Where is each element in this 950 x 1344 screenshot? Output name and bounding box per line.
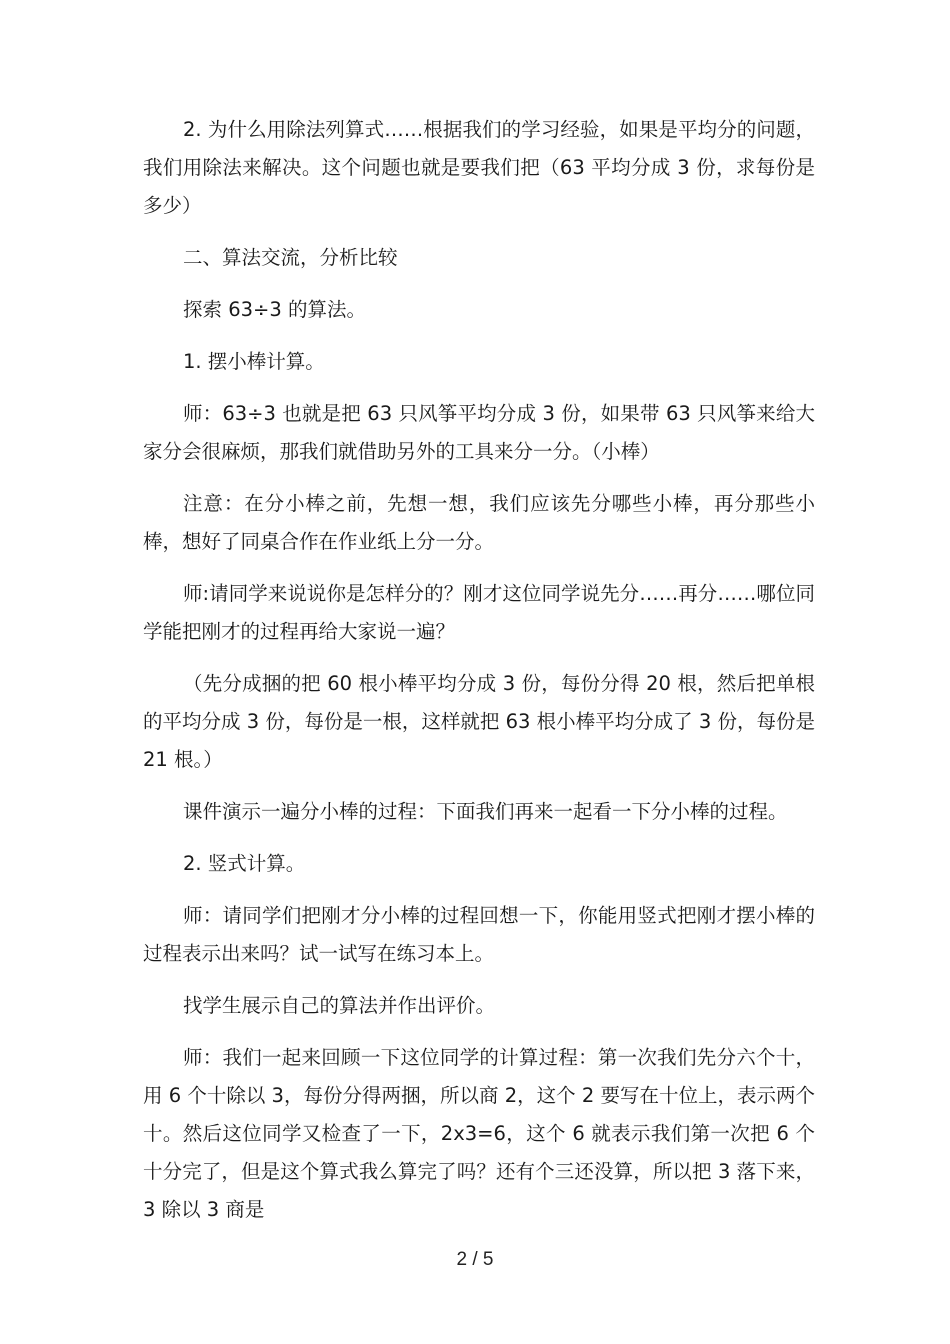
document-body xyxy=(143,111,815,1243)
paragraph-5: 师：63÷3 也就是把 63 只风筝平均分成 3 份，如果带 63 只风筝来给大家分会很麻烦，那我们就借助另外的工具来分一分。（小棒） xyxy=(143,402,815,463)
paragraph-9: 课件演示一遍分小棒的过程：下面我们再来一起看一下分小棒的过程。 xyxy=(183,800,788,823)
paragraph-12: 找学生展示自己的算法并作出评价。 xyxy=(183,994,496,1017)
subheading-1: 1. 摆小棒计算。 xyxy=(183,350,325,373)
paragraph-13: 师：我们一起来回顾一下这位同学的计算过程：第一次我们先分六个十，用 6 个十除以 3，每份分得两捆，所以商 2，这个 2 要写在十位上，表示两个十。然后这位同学又检查了一下，2x3=6，这个 6 就表示我们第一次把 6 个十分完了，但是这个算式我么算完了吗？还有个三还没算，所以把 3 落下来，3 除以 3 商是 xyxy=(143,1046,815,1221)
section-heading: 二、算法交流，分析比较 xyxy=(183,246,398,269)
paragraph-3: 探索 63÷3 的算法。 xyxy=(183,298,366,321)
paragraph-1: 2. 为什么用除法列算式……根据我们的学习经验，如果是平均分的问题，我们用除法来解决。这个问题也就是要我们把（63 平均分成 3 份，求每份是多少） xyxy=(143,118,815,217)
paragraph-7: 师:请同学来说说你是怎样分的？刚才这位同学说先分……再分……哪位同学能把刚才的过程再给大家说一遍？ xyxy=(143,582,815,643)
subheading-2: 2. 竖式计算。 xyxy=(183,852,306,875)
paragraph-11: 师：请同学们把刚才分小棒的过程回想一下，你能用竖式把刚才摆小棒的过程表示出来吗？试一试写在练习本上。 xyxy=(143,904,815,965)
paragraph-8: （先分成捆的把 60 根小棒平均分成 3 份，每份分得 20 根，然后把单根的平均分成 3 份，每份是一根，这样就把 63 根小棒平均分成了 3 份，每份是 21 根。） xyxy=(143,672,815,771)
page-number: 2 / 5 xyxy=(456,1249,494,1270)
paragraph-6: 注意：在分小棒之前，先想一想，我们应该先分哪些小棒，再分那些小棒，想好了同桌合作在作业纸上分一分。 xyxy=(143,492,815,553)
